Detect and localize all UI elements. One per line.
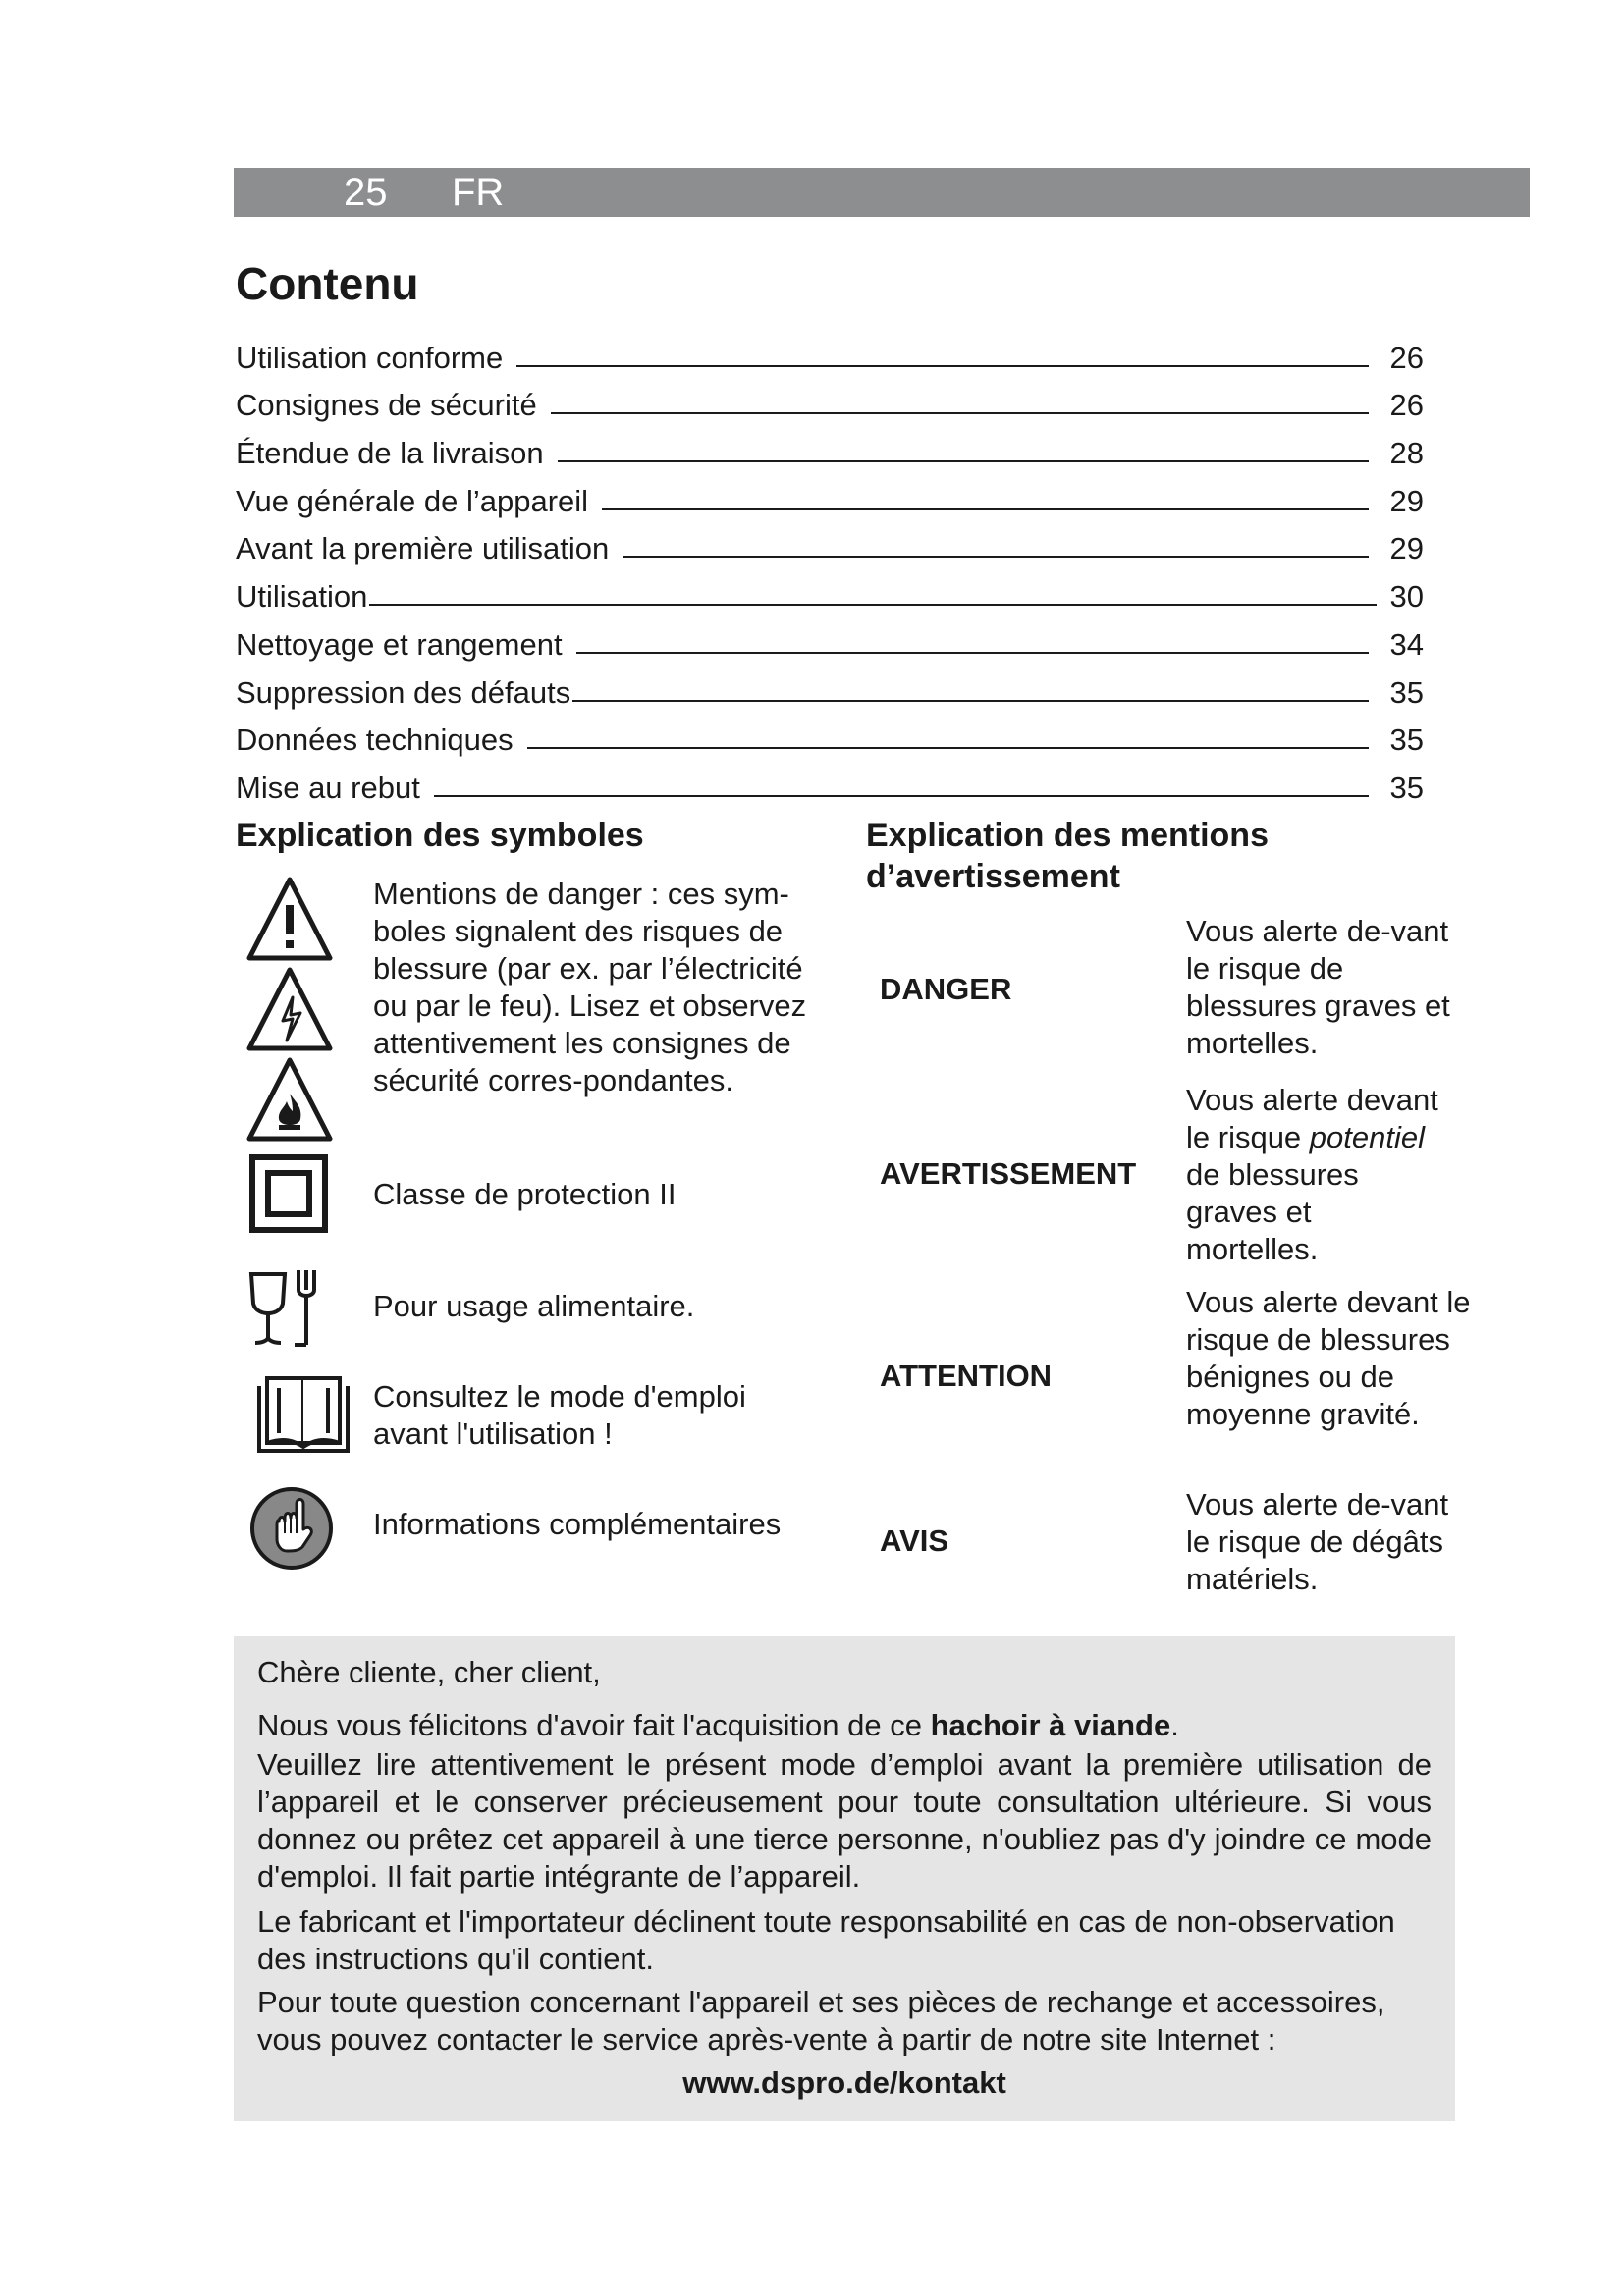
toc-item[interactable]	[236, 328, 1424, 376]
toc-item-page: 35	[1389, 674, 1424, 710]
customer-congrats-text: .	[1170, 1708, 1179, 1742]
toc-leader-line	[369, 604, 1377, 606]
warning-desc-attention: Vous alerte devant le risque de blessures bénignes ou de moyenne gravité.	[1186, 1285, 1471, 1431]
electric-hazard-icon	[245, 966, 334, 1059]
warning-row-attention	[866, 1284, 1471, 1475]
fire-hazard-icon	[245, 1056, 334, 1149]
toc-item[interactable]	[236, 614, 1424, 663]
toc-item-page: 35	[1389, 722, 1424, 758]
symbol-text-food-safe: Pour usage alimentaire.	[373, 1289, 695, 1323]
toc-leader-line	[527, 747, 1369, 749]
warning-row-danger	[866, 913, 1450, 1070]
toc-leader-line	[434, 795, 1369, 797]
toc-leader-line	[602, 508, 1369, 510]
manual-book-icon	[255, 1372, 352, 1462]
toc-item-page: 30	[1389, 579, 1424, 614]
symbol-row-protection-class	[236, 1154, 825, 1243]
toc-item-page: 28	[1389, 436, 1424, 471]
toc-item-page: 29	[1389, 531, 1424, 566]
toc-item[interactable]	[236, 566, 1424, 614]
toc-leader-line	[576, 652, 1369, 654]
toc-item-label: Vue générale de l’appareil	[236, 483, 589, 518]
warning-row-avertissement	[866, 1082, 1438, 1273]
page-header-bar	[234, 168, 1530, 217]
symbol-text-info: Informations complémentaires	[373, 1507, 782, 1541]
toc-item-page: 26	[1389, 340, 1424, 375]
symbol-row-manual	[236, 1372, 825, 1470]
warning-label-avertissement: AVERTISSEMENT	[880, 1156, 1137, 1191]
toc-item[interactable]	[236, 711, 1424, 759]
customer-congrats-text: Nous vous félicitons d'avoir fait l'acquisition de ce	[257, 1708, 931, 1742]
warning-desc-text: de blessures graves et mortelles.	[1186, 1157, 1359, 1266]
toc-item[interactable]	[236, 423, 1424, 471]
toc-item-page: 26	[1389, 388, 1424, 423]
symbol-text-protection-class: Classe de protection II	[373, 1177, 677, 1211]
customer-paragraph-1: Veuillez lire attentivement le présent mode d’emploi avant la première utilisation de l’appareil et le conserver précieusement pour toute consultation ultérieure. Si vous donnez ou prêtez cet appareil à une tierce personne, n'oubliez pas d'y joindre ce mode d'emploi. Il fait partie intégrante de l’appareil.	[257, 1747, 1432, 1894]
toc-leader-line	[516, 365, 1369, 367]
toc-item-label: Avant la première utilisation	[236, 531, 610, 566]
warning-desc-danger: Vous alerte de-vant le risque de blessures graves et mortelles.	[1186, 914, 1450, 1060]
warning-desc-text: Vous alerte devant le risque	[1186, 1083, 1438, 1154]
warning-label-danger: DANGER	[880, 972, 1012, 1006]
toc-item-page: 34	[1389, 626, 1424, 662]
customer-congrats	[257, 1707, 1432, 1744]
toc-leader-line	[558, 460, 1369, 462]
customer-paragraph-2: Le fabricant et l'importateur déclinent toute responsabilité en cas de non-observation des instructions qu'il contient.	[257, 1904, 1395, 1976]
symbol-text-danger: Mentions de danger : ces sym-boles signalent des risques de blessure (par ex. par l’électricité ou par le feu). Lisez et observez attentivement les consignes de sécurité corres-pondantes.	[373, 877, 807, 1097]
symbol-row-danger	[236, 874, 825, 1139]
toc-item[interactable]	[236, 758, 1424, 806]
symbols-section-title: Explication des symboles	[236, 817, 644, 854]
toc-item-label: Utilisation conforme	[236, 340, 504, 375]
service-url-link[interactable]: www.dspro.de/kontakt	[682, 2065, 1006, 2100]
toc-leader-line	[623, 556, 1369, 558]
protection-class-ii-icon	[249, 1154, 328, 1238]
warning-desc-avertissement	[1186, 1082, 1451, 1268]
toc-leader-line	[572, 700, 1369, 702]
warning-row-avis	[866, 1486, 1449, 1604]
toc-item-label: Données techniques	[236, 722, 514, 758]
language-code: FR	[452, 171, 505, 214]
toc-item[interactable]	[236, 519, 1424, 567]
toc-item-label: Suppression des défauts	[236, 674, 571, 710]
warning-triangle-icon	[245, 876, 334, 969]
symbol-row-info	[236, 1486, 825, 1576]
info-hand-icon	[249, 1486, 334, 1575]
toc-leader-line	[551, 412, 1369, 414]
customer-paragraph-3: Pour toute question concernant l'appareil et ses pièces de rechange et accessoires, vous pouvez contacter le service après-vente à partir de notre site Internet :	[257, 1985, 1385, 2056]
warnings-section-title: Explication des mentions d’avertissement	[866, 817, 1269, 895]
toc-item[interactable]	[236, 663, 1424, 711]
toc-title: Contenu	[236, 258, 419, 309]
table-of-contents	[236, 328, 1424, 806]
food-safe-icon	[245, 1266, 324, 1354]
customer-greeting: Chère cliente, cher client,	[257, 1655, 601, 1689]
page-number: 25	[344, 171, 388, 214]
toc-item[interactable]	[236, 471, 1424, 519]
warning-label-attention: ATTENTION	[880, 1359, 1053, 1393]
symbol-text-manual: Consultez le mode d'emploi avant l'utilisation !	[373, 1379, 746, 1451]
toc-item-label: Utilisation	[236, 579, 368, 614]
product-name: hachoir à viande	[930, 1708, 1171, 1742]
symbol-row-food-safe	[236, 1266, 825, 1355]
toc-item-label: Consignes de sécurité	[236, 388, 537, 423]
toc-item[interactable]	[236, 376, 1424, 424]
customer-notice-box	[234, 1636, 1455, 2121]
toc-item-page: 35	[1389, 770, 1424, 805]
warning-desc-emphasis: potentiel	[1309, 1120, 1426, 1154]
warning-label-avis: AVIS	[880, 1523, 949, 1558]
warning-desc-avis: Vous alerte de-vant le risque de dégâts matériels.	[1186, 1487, 1449, 1596]
toc-item-label: Mise au rebut	[236, 770, 420, 805]
toc-item-label: Nettoyage et rangement	[236, 626, 563, 662]
toc-item-label: Étendue de la livraison	[236, 436, 544, 471]
toc-item-page: 29	[1389, 483, 1424, 518]
